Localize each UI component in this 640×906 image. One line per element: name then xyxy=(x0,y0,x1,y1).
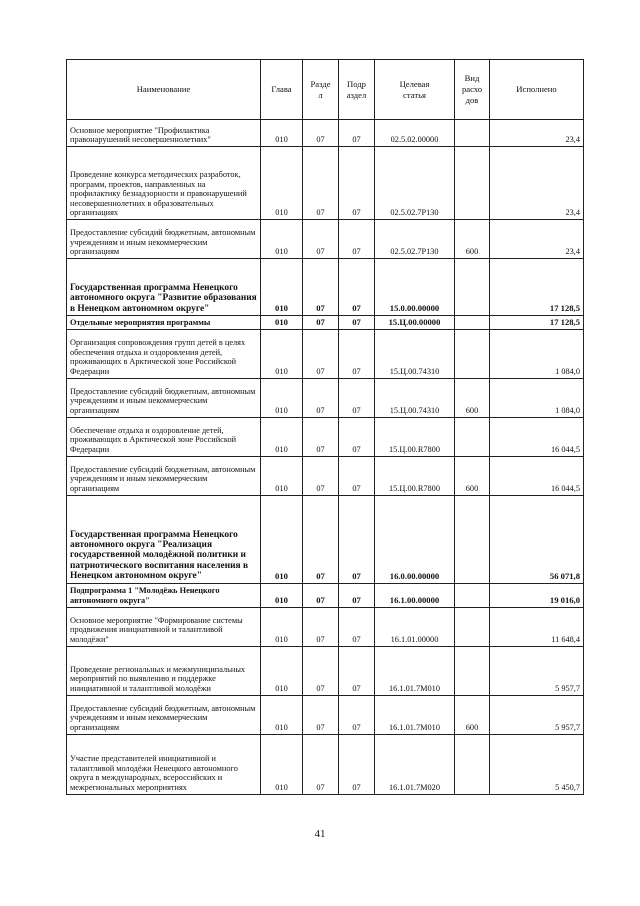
row-name: Основное мероприятие "Формирование системы продвижения инициативной и талантливой молодёжи" xyxy=(67,607,261,646)
row-amount: 11 648,4 xyxy=(490,607,584,646)
row-amount: 19 016,0 xyxy=(490,583,584,607)
header-razdel: Разде л xyxy=(303,60,339,120)
row-razdel: 07 xyxy=(303,695,339,734)
header-vid: Вид расхо дов xyxy=(455,60,490,120)
row-vid xyxy=(455,147,490,220)
row-vid xyxy=(455,417,490,456)
row-statya: 16.1.01.7М020 xyxy=(375,734,455,794)
row-amount: 17 128,5 xyxy=(490,316,584,330)
row-podrazdel: 07 xyxy=(339,259,375,316)
table-header-row xyxy=(67,60,584,120)
row-statya: 16.1.01.7М010 xyxy=(375,695,455,734)
row-glava: 010 xyxy=(261,220,303,259)
row-glava: 010 xyxy=(261,734,303,794)
row-statya: 16.1.01.7М010 xyxy=(375,646,455,695)
row-glava: 010 xyxy=(261,120,303,147)
row-name: Проведение конкурса методических разработок, программ, проектов, направленных на профилактику безнадзорности и правонарушений несовершеннолетних в образовательных организациях xyxy=(67,147,261,220)
row-amount: 23,4 xyxy=(490,220,584,259)
row-statya: 02.5.02.7Р130 xyxy=(375,220,455,259)
row-podrazdel: 07 xyxy=(339,734,375,794)
row-razdel: 07 xyxy=(303,220,339,259)
row-razdel: 07 xyxy=(303,456,339,495)
row-statya: 16.0.00.00000 xyxy=(375,495,455,583)
row-statya: 16.1.01.00000 xyxy=(375,607,455,646)
row-statya: 02.5.02.00000 xyxy=(375,120,455,147)
row-amount: 23,4 xyxy=(490,120,584,147)
row-podrazdel: 07 xyxy=(339,329,375,378)
row-name: Предоставление субсидий бюджетным, автономным учреждениям и иным некоммерческим организациям xyxy=(67,695,261,734)
header-ispolneno: Исполнено xyxy=(490,60,584,120)
row-amount: 5 450,7 xyxy=(490,734,584,794)
row-amount: 16 044,5 xyxy=(490,417,584,456)
row-razdel: 07 xyxy=(303,329,339,378)
row-podrazdel: 07 xyxy=(339,456,375,495)
row-amount: 23,4 xyxy=(490,147,584,220)
header-glava: Глава xyxy=(261,60,303,120)
row-vid: 600 xyxy=(455,378,490,417)
row-glava: 010 xyxy=(261,646,303,695)
row-amount: 16 044,5 xyxy=(490,456,584,495)
row-glava: 010 xyxy=(261,417,303,456)
table-row xyxy=(67,646,584,695)
row-name: Основное мероприятие "Профилактика правонарушений несовершеннолетних" xyxy=(67,120,261,147)
row-name: Предоставление субсидий бюджетным, автономным учреждениям и иным некоммерческим организациям xyxy=(67,456,261,495)
row-glava: 010 xyxy=(261,259,303,316)
row-glava: 010 xyxy=(261,583,303,607)
row-razdel: 07 xyxy=(303,734,339,794)
table-row xyxy=(67,417,584,456)
row-vid: 600 xyxy=(455,220,490,259)
row-vid: 600 xyxy=(455,695,490,734)
table-row xyxy=(67,259,584,316)
row-vid: 600 xyxy=(455,456,490,495)
row-razdel: 07 xyxy=(303,147,339,220)
header-statya: Целевая статья xyxy=(375,60,455,120)
row-name: Предоставление субсидий бюджетным, автономным учреждениям и иным некоммерческим организациям xyxy=(67,378,261,417)
row-podrazdel: 07 xyxy=(339,147,375,220)
row-vid xyxy=(455,316,490,330)
row-statya: 15.0.00.00000 xyxy=(375,259,455,316)
row-glava: 010 xyxy=(261,329,303,378)
row-glava: 010 xyxy=(261,316,303,330)
row-statya: 15.Ц.00.00000 xyxy=(375,316,455,330)
row-podrazdel: 07 xyxy=(339,495,375,583)
row-razdel: 07 xyxy=(303,646,339,695)
row-razdel: 07 xyxy=(303,378,339,417)
row-name: Организация сопровождения групп детей в целях обеспечения отдыха и оздоровления детей, проживающих в Арктической зоне Российской Федерации xyxy=(67,329,261,378)
row-razdel: 07 xyxy=(303,607,339,646)
row-name: Обеспечение отдыха и оздоровление детей, проживающих в Арктической зоне Российской Федерации xyxy=(67,417,261,456)
row-vid xyxy=(455,495,490,583)
header-name: Наименование xyxy=(67,60,261,120)
row-podrazdel: 07 xyxy=(339,583,375,607)
row-podrazdel: 07 xyxy=(339,316,375,330)
table-row xyxy=(67,220,584,259)
row-glava: 010 xyxy=(261,456,303,495)
row-razdel: 07 xyxy=(303,495,339,583)
table-row xyxy=(67,378,584,417)
row-name: Участие представителей инициативной и талантливой молодёжи Ненецкого автономного округа в международных, всероссийских и межрегиональных мероприятиях xyxy=(67,734,261,794)
row-glava: 010 xyxy=(261,695,303,734)
row-razdel: 07 xyxy=(303,259,339,316)
row-amount: 5 957,7 xyxy=(490,646,584,695)
table-row xyxy=(67,329,584,378)
table-row xyxy=(67,695,584,734)
table-row xyxy=(67,495,584,583)
table-row xyxy=(67,583,584,607)
page-number: 41 xyxy=(314,828,326,840)
row-podrazdel: 07 xyxy=(339,607,375,646)
table-row xyxy=(67,734,584,794)
row-name: Подпрограмма 1 "Молодёжь Ненецкого автономного округа" xyxy=(67,583,261,607)
row-name: Предоставление субсидий бюджетным, автономным учреждениям и иным некоммерческим организациям xyxy=(67,220,261,259)
row-razdel: 07 xyxy=(303,316,339,330)
row-statya: 02.5.02.7Р130 xyxy=(375,147,455,220)
row-podrazdel: 07 xyxy=(339,220,375,259)
row-glava: 010 xyxy=(261,495,303,583)
row-amount: 17 128,5 xyxy=(490,259,584,316)
row-vid xyxy=(455,583,490,607)
row-statya: 16.1.00.00000 xyxy=(375,583,455,607)
row-podrazdel: 07 xyxy=(339,646,375,695)
row-name: Отдельные мероприятия программы xyxy=(67,316,261,330)
row-podrazdel: 07 xyxy=(339,378,375,417)
row-amount: 1 084,0 xyxy=(490,329,584,378)
row-glava: 010 xyxy=(261,607,303,646)
row-vid xyxy=(455,646,490,695)
row-amount: 56 071,8 xyxy=(490,495,584,583)
row-name: Государственная программа Ненецкого автономного округа "Развитие образования в Ненецком автономном округе" xyxy=(67,259,261,316)
row-amount: 1 084,0 xyxy=(490,378,584,417)
row-statya: 15.Ц.00.74310 xyxy=(375,329,455,378)
table-row xyxy=(67,147,584,220)
table-row xyxy=(67,120,584,147)
row-podrazdel: 07 xyxy=(339,417,375,456)
row-amount: 5 957,7 xyxy=(490,695,584,734)
row-razdel: 07 xyxy=(303,583,339,607)
table-row xyxy=(67,607,584,646)
row-name: Проведение региональных и межмуниципальных мероприятий по выявлению и поддержке инициативной и талантливой молодёжи xyxy=(67,646,261,695)
row-vid xyxy=(455,120,490,147)
row-glava: 010 xyxy=(261,147,303,220)
row-statya: 15.Ц.00.R7800 xyxy=(375,417,455,456)
row-razdel: 07 xyxy=(303,120,339,147)
budget-table xyxy=(66,59,584,795)
row-vid xyxy=(455,734,490,794)
row-glava: 010 xyxy=(261,378,303,417)
row-podrazdel: 07 xyxy=(339,695,375,734)
row-razdel: 07 xyxy=(303,417,339,456)
row-statya: 15.Ц.00.74310 xyxy=(375,378,455,417)
row-podrazdel: 07 xyxy=(339,120,375,147)
row-name: Государственная программа Ненецкого автономного округа "Реализация государственной молодёжной политики и патриотического воспитания населения в Ненецком автономном округе" xyxy=(67,495,261,583)
table-row xyxy=(67,316,584,330)
table-row xyxy=(67,456,584,495)
row-vid xyxy=(455,607,490,646)
row-vid xyxy=(455,329,490,378)
header-podrazdel: Подр аздел xyxy=(339,60,375,120)
table-body xyxy=(67,120,584,795)
row-statya: 15.Ц.00.R7800 xyxy=(375,456,455,495)
row-vid xyxy=(455,259,490,316)
